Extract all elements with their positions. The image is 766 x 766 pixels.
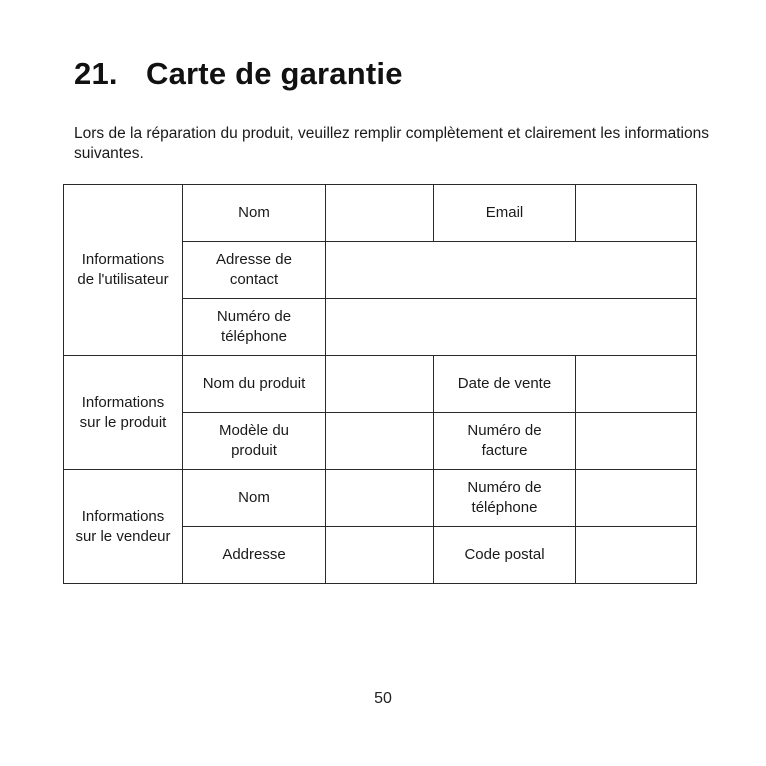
seller-phone-field[interactable]: [576, 470, 697, 527]
seller-phone-label: Numéro de téléphone: [434, 470, 576, 527]
user-name-label: Nom: [183, 185, 326, 242]
section-title: Carte de garantie: [146, 56, 403, 91]
postal-code-field[interactable]: [576, 527, 697, 584]
table-row: [64, 185, 697, 242]
warranty-form-table: [63, 184, 697, 584]
seller-address-label: Addresse: [183, 527, 326, 584]
user-email-field[interactable]: [576, 185, 697, 242]
user-name-field[interactable]: [326, 185, 434, 242]
user-address-field[interactable]: [326, 242, 697, 299]
seller-info-group-label: Informations sur le vendeur: [64, 470, 183, 584]
page-number: 50: [374, 690, 392, 707]
product-name-field[interactable]: [326, 356, 434, 413]
user-info-group-label: Informations de l'utilisateur: [64, 185, 183, 356]
seller-address-field[interactable]: [326, 527, 434, 584]
invoice-number-label: Numéro de facture: [434, 413, 576, 470]
postal-code-label: Code postal: [434, 527, 576, 584]
sale-date-label: Date de vente: [434, 356, 576, 413]
product-info-group-label: Informations sur le produit: [64, 356, 183, 470]
user-email-label: Email: [434, 185, 576, 242]
user-phone-field[interactable]: [326, 299, 697, 356]
product-model-label: Modèle du produit: [183, 413, 326, 470]
page-title: [74, 56, 403, 92]
seller-name-label: Nom: [183, 470, 326, 527]
user-phone-label: Numéro de téléphone: [183, 299, 326, 356]
sale-date-field[interactable]: [576, 356, 697, 413]
section-number: 21.: [74, 56, 118, 91]
invoice-number-field[interactable]: [576, 413, 697, 470]
product-model-field[interactable]: [326, 413, 434, 470]
user-address-label: Adresse de contact: [183, 242, 326, 299]
product-name-label: Nom du produit: [183, 356, 326, 413]
seller-name-field[interactable]: [326, 470, 434, 527]
table-row: [64, 356, 697, 413]
table-row: [64, 470, 697, 527]
intro-paragraph: Lors de la réparation du produit, veuillez remplir complètement et clairement les informations suivantes.: [74, 125, 709, 162]
